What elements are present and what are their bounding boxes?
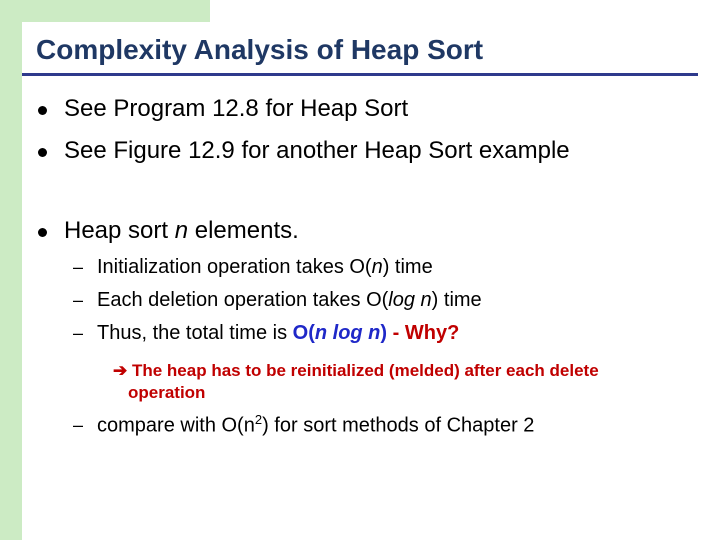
- var-log-n: log n: [388, 289, 432, 311]
- note-line-2: operation: [128, 383, 206, 402]
- bullet-figure-ref: See Figure 12.9 for another Heap Sort example: [64, 137, 570, 164]
- bullet-dot: [38, 106, 47, 115]
- big-o-open: O(: [292, 322, 315, 344]
- top-accent-bar: [0, 0, 210, 22]
- text: The heap has to be reinitialized (melded) after each delete: [127, 361, 599, 380]
- sub-initialization: [97, 256, 433, 279]
- text: Heap sort: [64, 217, 175, 244]
- var-n-log-n: n log n: [314, 322, 381, 344]
- slide-title: Complexity Analysis of Heap Sort: [36, 34, 484, 65]
- note-line-1: [113, 361, 599, 381]
- text: ) time: [431, 289, 482, 311]
- left-accent-bar: [0, 0, 22, 540]
- text: elements.: [188, 217, 299, 244]
- text: ) for sort methods of Chapter 2: [262, 414, 535, 437]
- superscript: 2: [254, 412, 263, 427]
- text: Thus, the total time is: [97, 322, 293, 344]
- dash-marker: –: [73, 257, 84, 277]
- sub-deletion: [97, 289, 482, 312]
- dash-marker: –: [73, 415, 84, 435]
- sub-compare: [97, 412, 534, 438]
- var-n: n: [174, 217, 189, 244]
- arrow-icon: ➔: [113, 361, 128, 380]
- big-o-close: ): [380, 322, 388, 344]
- text: ) time: [382, 256, 433, 278]
- text: Initialization operation takes O(: [97, 256, 372, 278]
- bullet-program-ref: See Program 12.8 for Heap Sort: [64, 95, 409, 122]
- dash-marker: –: [73, 323, 84, 343]
- dash-marker: –: [73, 290, 84, 310]
- bullet-dot: [38, 148, 47, 157]
- text: Each deletion operation takes O(: [97, 289, 389, 311]
- var-n: n: [371, 256, 383, 278]
- text: compare with O(n: [97, 414, 255, 437]
- why-question: - Why?: [387, 322, 460, 344]
- bullet-dot: [38, 228, 47, 237]
- bullet-heap-sort: [64, 217, 299, 245]
- sub-total-time: [97, 322, 459, 345]
- title-underline: [22, 73, 698, 76]
